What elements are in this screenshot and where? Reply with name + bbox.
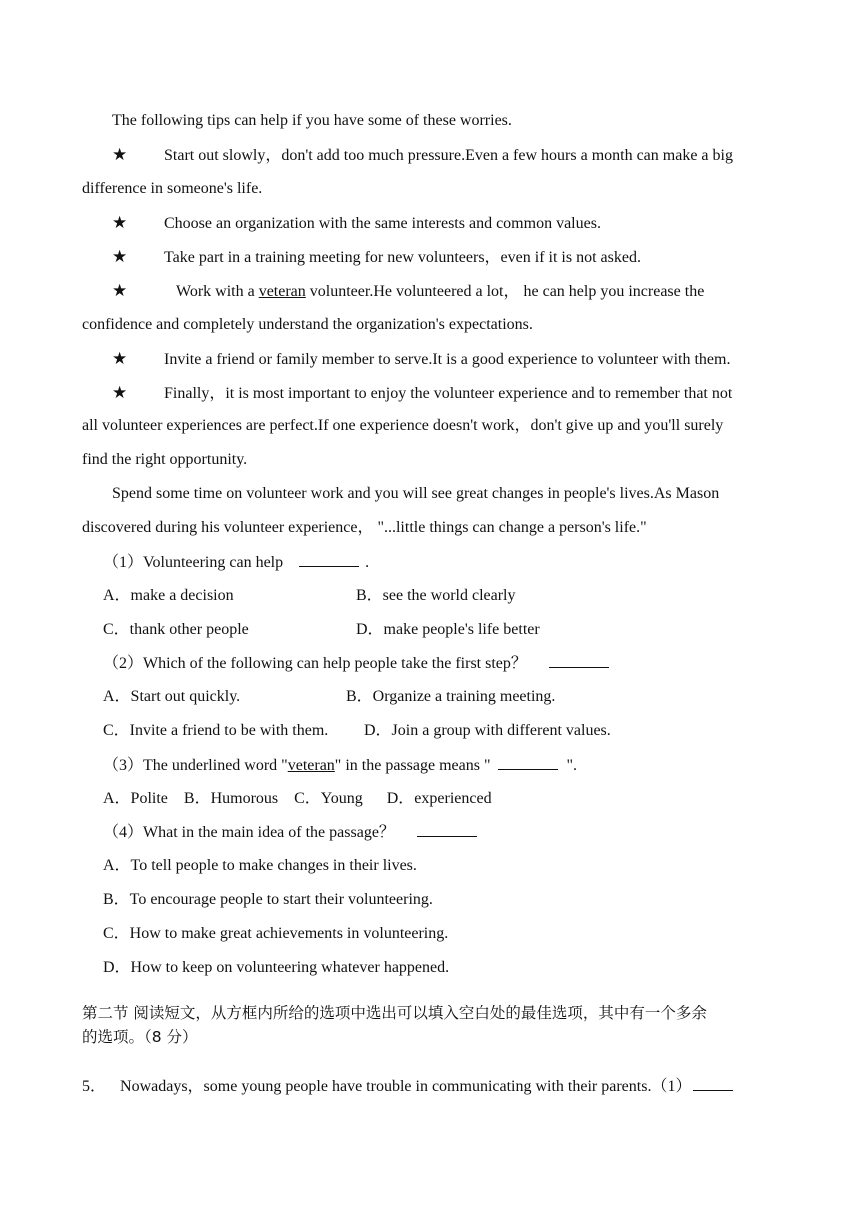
closing-line-2: discovered during his volunteer experience， "...little things can change a person's life." bbox=[82, 519, 647, 536]
star-icon: ★ bbox=[112, 281, 128, 300]
question-3-text-end: ". bbox=[566, 757, 578, 774]
section-2-instruction-line-1: 第二节 阅读短文，从方框内所给的选项中选出可以填入空白处的最佳选项，其中有一个多余 bbox=[82, 1004, 707, 1022]
q4-option-d: D．How to keep on volunteering whatever happened. bbox=[103, 959, 450, 976]
tip-6-line-2: all volunteer experiences are perfect.If one experience doesn't work，don't give up and you'll surely bbox=[82, 417, 724, 434]
q1-option-d: D．make people's life better bbox=[356, 621, 540, 638]
item-number: 5． bbox=[82, 1078, 107, 1095]
tip-3 bbox=[112, 247, 641, 268]
tip-4-text-pre: Work with a bbox=[176, 283, 255, 300]
item-5-text: Nowadays，some young people have trouble in communicating with their parents.（1） bbox=[120, 1078, 692, 1095]
section-2-instruction-line-2: 的选项。（8 分） bbox=[82, 1028, 198, 1046]
tip-4-text-post: volunteer.He volunteered a lot， he can help you increase the bbox=[309, 283, 705, 300]
answer-blank[interactable] bbox=[549, 653, 609, 668]
tip-6-line-1 bbox=[112, 383, 732, 404]
answer-blank[interactable] bbox=[693, 1076, 733, 1091]
question-1-text: （1）Volunteering can help bbox=[103, 554, 284, 571]
question-2-stem bbox=[103, 653, 611, 674]
tip-5 bbox=[112, 349, 730, 370]
question-3-text-mid: " in the passage means " bbox=[334, 757, 491, 774]
question-4-text: （4）What in the main idea of the passage？ bbox=[103, 824, 395, 841]
tip-1-line-2: difference in someone's life. bbox=[82, 180, 263, 197]
q2-option-b: B．Organize a training meeting. bbox=[346, 688, 556, 705]
tip-4-line-1 bbox=[112, 281, 780, 302]
underlined-word-veteran: veteran bbox=[258, 283, 306, 300]
question-1-end: . bbox=[365, 554, 370, 571]
tip-6-line-3: find the right opportunity. bbox=[82, 451, 248, 468]
question-4-stem bbox=[103, 822, 479, 843]
q2-option-a: A．Start out quickly. bbox=[103, 688, 241, 705]
q4-option-a: A．To tell people to make changes in their lives. bbox=[103, 857, 417, 874]
q2-option-d: D．Join a group with different values. bbox=[364, 722, 611, 739]
q3-options: A．Polite B．Humorous C．Young D．experienced bbox=[103, 790, 492, 807]
tip-6-text: Finally，it is most important to enjoy the volunteer experience and to remember that not bbox=[164, 385, 733, 402]
q1-option-c: C．thank other people bbox=[103, 621, 249, 638]
tip-1-text: Start out slowly，don't add too much pressure.Even a few hours a month can make a big bbox=[164, 147, 733, 164]
answer-blank[interactable] bbox=[417, 822, 477, 837]
tip-3-text: Take part in a training meeting for new volunteers，even if it is not asked. bbox=[164, 249, 641, 266]
question-2-text: （2）Which of the following can help people take the first step？ bbox=[103, 655, 527, 672]
star-icon: ★ bbox=[112, 213, 128, 232]
passage-intro: The following tips can help if you have some of these worries. bbox=[112, 112, 512, 129]
q2-option-c: C．Invite a friend to be with them. bbox=[103, 722, 329, 739]
q4-option-c: C．How to make great achievements in volunteering. bbox=[103, 925, 449, 942]
tip-5-text: Invite a friend or family member to serve.It is a good experience to volunteer with them. bbox=[164, 351, 731, 368]
question-3-stem bbox=[103, 755, 577, 776]
tip-2-text: Choose an organization with the same interests and common values. bbox=[164, 215, 601, 232]
closing-line-1: Spend some time on volunteer work and you will see great changes in people's lives.As Mason bbox=[112, 485, 720, 502]
answer-blank[interactable] bbox=[498, 755, 558, 770]
underlined-word-veteran: veteran bbox=[287, 757, 335, 774]
tip-4-line-2: confidence and completely understand the organization's expectations. bbox=[82, 316, 533, 333]
item-5-line-1 bbox=[82, 1076, 735, 1097]
tip-1-line-1 bbox=[112, 145, 733, 166]
tip-2 bbox=[112, 213, 601, 234]
q1-option-a: A．make a decision bbox=[103, 587, 234, 604]
star-icon: ★ bbox=[112, 349, 128, 368]
q4-option-b: B．To encourage people to start their volunteering. bbox=[103, 891, 433, 908]
star-icon: ★ bbox=[112, 247, 128, 266]
q1-option-b: B．see the world clearly bbox=[356, 587, 516, 604]
question-3-text-pre: （3）The underlined word " bbox=[103, 757, 288, 774]
answer-blank[interactable] bbox=[299, 552, 359, 567]
star-icon: ★ bbox=[112, 145, 128, 164]
star-icon: ★ bbox=[112, 383, 128, 402]
question-1-stem bbox=[103, 552, 369, 573]
